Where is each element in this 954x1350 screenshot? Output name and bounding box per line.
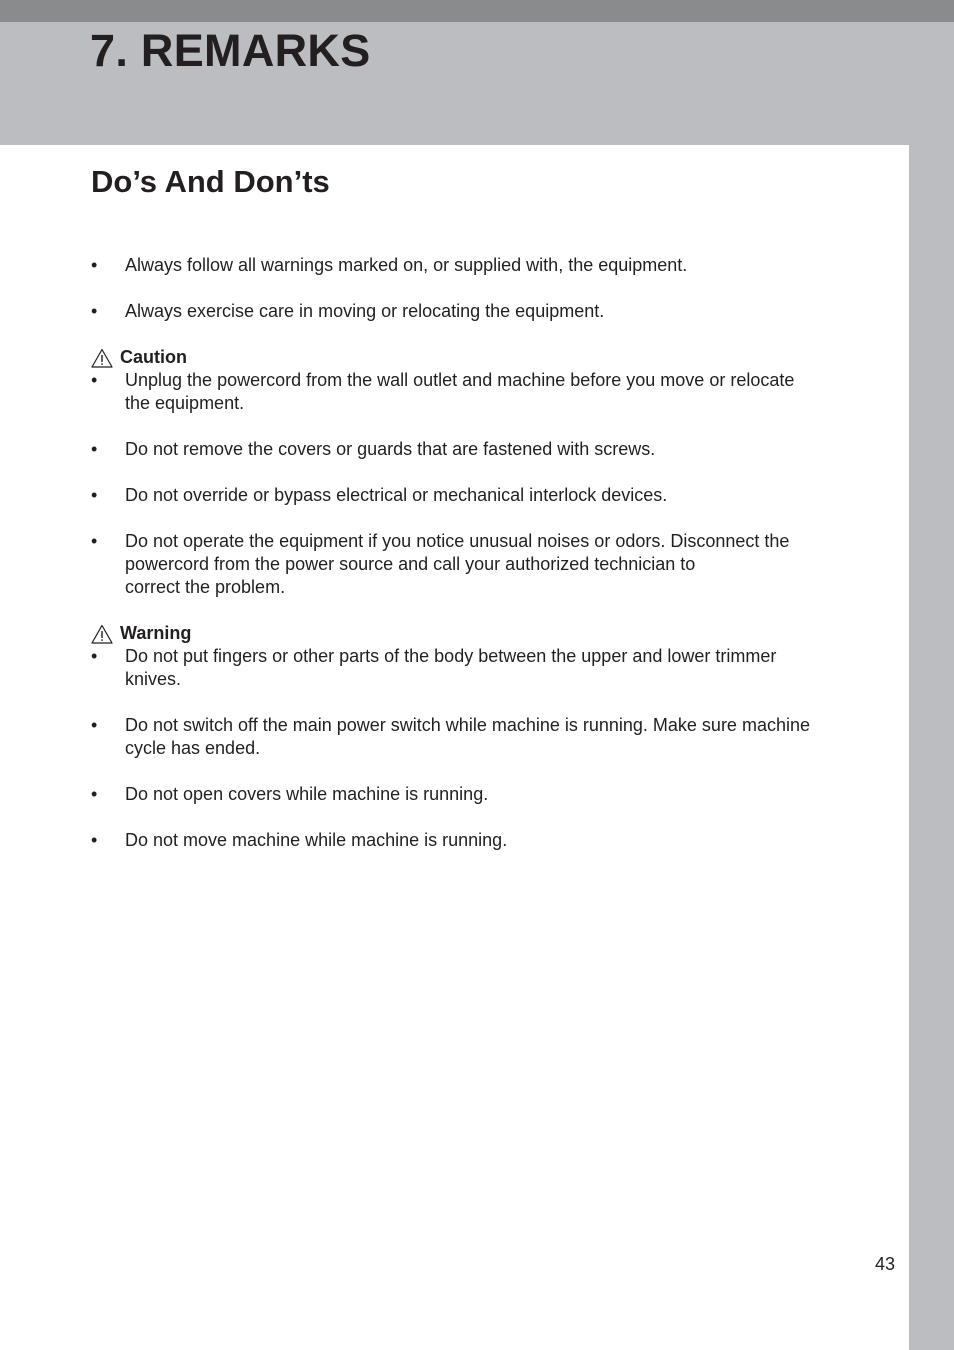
- caution-label-text: Caution: [120, 347, 187, 367]
- item-line: cycle has ended.: [125, 738, 261, 758]
- top-strip: [0, 0, 954, 22]
- warning-label-text: Warning: [120, 623, 192, 643]
- item-line: Do not move machine while machine is running.: [125, 830, 508, 850]
- list-item: [91, 783, 871, 806]
- list-item: [91, 484, 871, 507]
- list-item: [91, 714, 871, 760]
- caution-label: [91, 346, 871, 369]
- bullet: •: [91, 370, 98, 390]
- warning-triangle-icon: [91, 624, 113, 644]
- bullet: •: [91, 715, 98, 735]
- bullet: •: [91, 784, 98, 804]
- item-line: powercord from the power source and call your authorized technician to: [125, 554, 696, 574]
- list-item: [91, 369, 871, 415]
- chapter-title: 7. REMARKS: [90, 25, 371, 76]
- section-title: Do’s And Don’ts: [91, 164, 330, 199]
- item-line: Do not operate the equipment if you notice unusual noises or odors. Disconnect the: [125, 531, 790, 551]
- item-line: knives.: [125, 669, 182, 689]
- item-text: Always follow all warnings marked on, or supplied with, the equipment.: [125, 255, 688, 275]
- item-line: Do not override or bypass electrical or mechanical interlock devices.: [125, 485, 668, 505]
- item-line: correct the problem.: [125, 577, 286, 597]
- item-line: Do not switch off the main power switch while machine is running. Make sure machine: [125, 715, 810, 735]
- item-text: Always exercise care in moving or relocating the equipment.: [125, 301, 605, 321]
- page-body: [0, 145, 909, 1350]
- bullet: •: [91, 531, 98, 551]
- bullet: •: [91, 830, 98, 850]
- list-item: [91, 645, 871, 691]
- bullet: •: [91, 439, 98, 459]
- content: [91, 254, 871, 875]
- warning-triangle-icon: [91, 348, 113, 368]
- bullet: •: [91, 301, 98, 321]
- page-number: 43: [875, 1254, 896, 1274]
- list-item: [91, 254, 871, 277]
- bullet: •: [91, 646, 98, 666]
- item-line: the equipment.: [125, 393, 245, 413]
- item-line: Unplug the powercord from the wall outlet and machine before you move or relocate: [125, 370, 795, 390]
- list-item: [91, 530, 871, 599]
- item-line: Do not remove the covers or guards that are fastened with screws.: [125, 439, 656, 459]
- bullet: •: [91, 255, 98, 275]
- item-line: Do not put fingers or other parts of the body between the upper and lower trimmer: [125, 646, 777, 666]
- item-line: Do not open covers while machine is running.: [125, 784, 489, 804]
- bullet: •: [91, 485, 98, 505]
- warning-label: [91, 622, 871, 645]
- list-item: [91, 438, 871, 461]
- list-item: [91, 829, 871, 852]
- list-item: [91, 300, 871, 323]
